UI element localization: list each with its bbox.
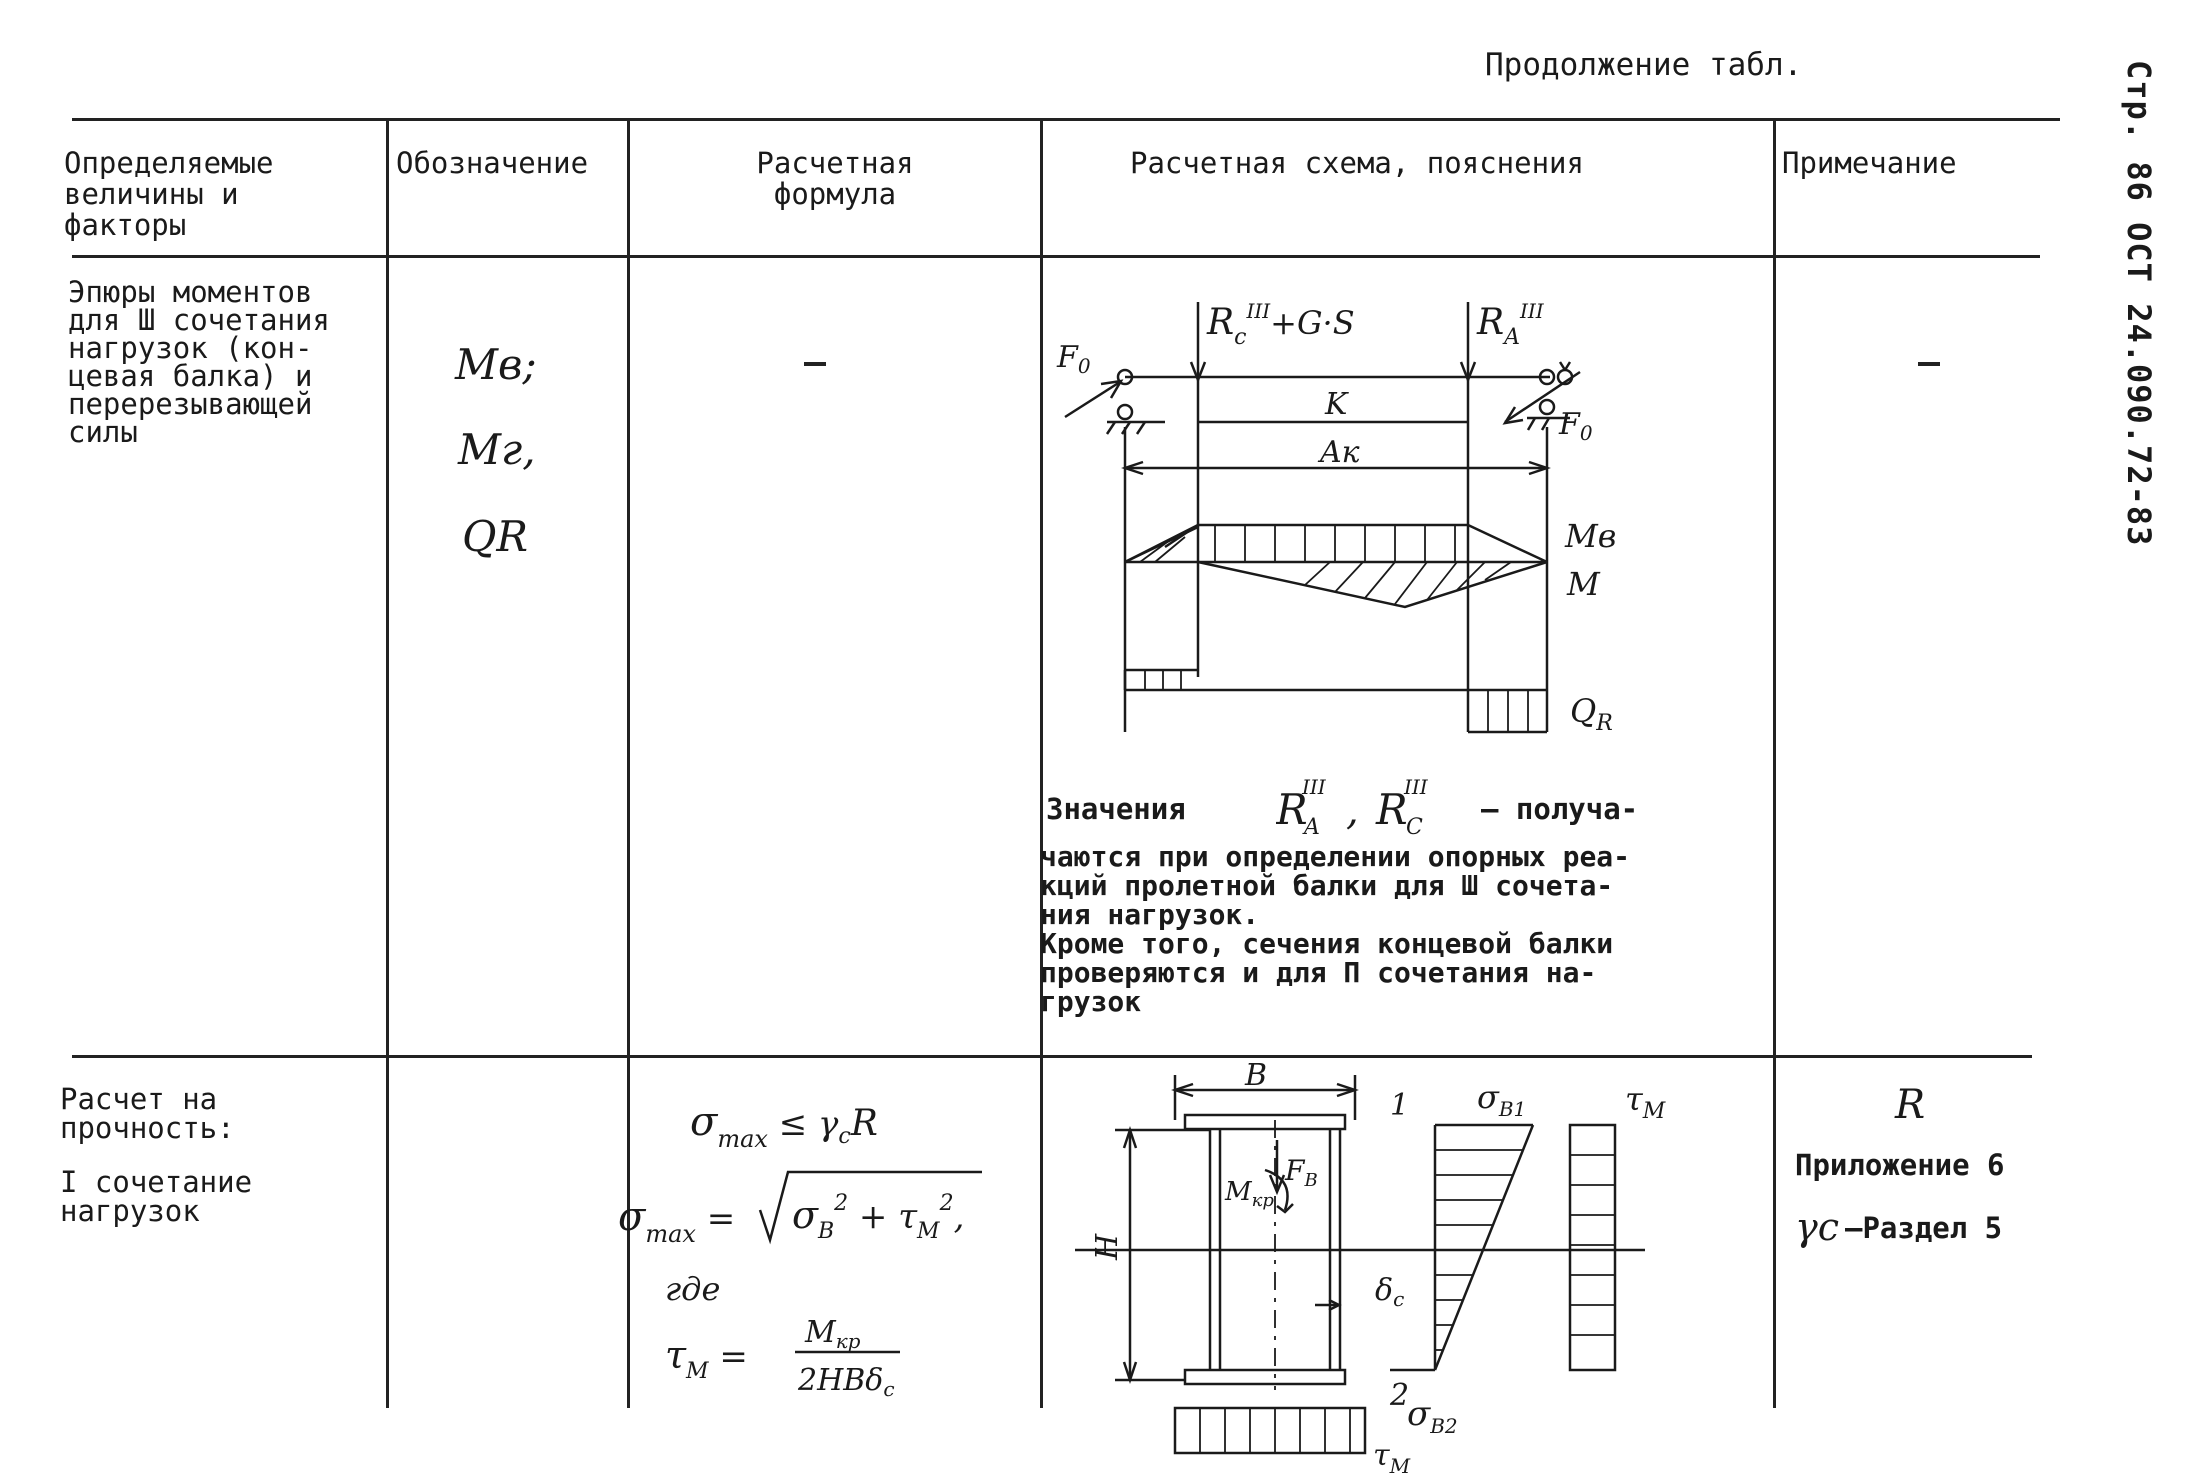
- label-1: 1: [1390, 1088, 1410, 1123]
- header-formula: Расчетная формула: [756, 146, 914, 211]
- svg-text:C: C: [1406, 815, 1423, 840]
- svg-text:где: где: [665, 1270, 721, 1308]
- remark-gamma: γc: [1795, 1205, 1839, 1249]
- row1-formula-dash: [804, 362, 826, 366]
- svg-text:σB2 + τM2,: $\sigma_B^2 + \tau_M^2$,: [792, 1191, 965, 1244]
- label-sb2: $\sigma_{B2}$: [1407, 1394, 1458, 1438]
- col-divider-3: [1040, 118, 1043, 1408]
- row1-factor: Эпюры моментов для Ш сочетания нагрузок (кон- цевая балка) и перерезывающей силы: [68, 275, 330, 449]
- col-divider-1: [386, 118, 389, 1408]
- label-mv: Mв: [1565, 517, 1617, 555]
- row2-formulas: [610, 1090, 1030, 1420]
- note-tail: – получа-: [1481, 792, 1639, 826]
- label-b: B: [1245, 1060, 1268, 1093]
- row2-factor-2: I сочетание нагрузок: [60, 1165, 253, 1228]
- label-ak: Aк: [1320, 435, 1360, 470]
- svg-text:2HBδc: 2HBδ$_c$: [798, 1363, 895, 1401]
- row1-note-text: чаются при определении опорных реа- кций пролетной балки для Ш сочета- ния нагрузок. Кроме того, сечения концевой балки проверяются и для П сочетания на- грузок: [1040, 840, 1631, 1018]
- cross-section-stress-diagram: [1045, 1060, 1775, 1480]
- svg-text:σmax =: $\sigma_{max}$ =: [618, 1194, 736, 1248]
- row1-symbol-mv: Mв;: [455, 340, 537, 389]
- side-page-text: Стр. 86 ОСТ 24.090.72-83: [2120, 60, 2158, 547]
- svg-text:A: A: [1304, 815, 1320, 840]
- table-top-border: [72, 118, 2060, 121]
- label-f0-left: $F_0$: [1057, 340, 1091, 378]
- label-k: K: [1325, 387, 1348, 422]
- row1-symbol-mg: Mг,: [458, 425, 536, 474]
- header-bottom-border: [72, 255, 2040, 258]
- row1-note-line1: [1046, 775, 1776, 840]
- header-scheme: Расчетная схема, пояснения: [1130, 146, 1584, 180]
- header-remark: Примечание: [1782, 146, 1957, 180]
- note-intro: Значения: [1046, 792, 1186, 826]
- svg-text:III: III: [1302, 775, 1326, 799]
- remark-section-row: [1795, 1205, 2095, 1255]
- row1-symbol-qr: QR: [462, 512, 529, 561]
- side-page-label: [2118, 60, 2158, 600]
- label-h: H: [1090, 1233, 1125, 1260]
- label-m: M: [1567, 565, 1600, 603]
- svg-text:R: R: [1376, 785, 1408, 834]
- label-ra: $R_A^{III}$: [1477, 299, 1544, 350]
- svg-text:R: R: [1276, 785, 1308, 834]
- svg-text:III: III: [1404, 775, 1428, 799]
- label-rc: $R_c^{III}+G\cdot S$: [1207, 299, 1355, 350]
- label-qr: $Q_R$: [1570, 692, 1613, 736]
- label-f0-right: $F_0$: [1559, 407, 1593, 445]
- label-mkr: $M_{кр}$: [1225, 1177, 1274, 1211]
- header-designation: Обозначение: [396, 146, 589, 180]
- svg-text:,: ,: [1346, 788, 1359, 834]
- svg-text:Mкр: $M_{кр}$: [805, 1315, 861, 1353]
- remark-section: –Раздел 5: [1845, 1211, 2003, 1245]
- row1-remark-dash: [1918, 362, 1940, 366]
- remark-appendix: Приложение 6: [1795, 1148, 2005, 1182]
- row2-factor-1: Расчет на прочность:: [60, 1082, 235, 1145]
- remark-r: R: [1895, 1082, 1926, 1128]
- svg-text:σmax ≤ γcR: $\sigma_{max}$ $^{\le \gamma}_c$R: [690, 1099, 878, 1153]
- continuation-label: Продолжение табл.: [1485, 47, 1803, 83]
- label-tm-top: $\tau_M$: [1625, 1080, 1666, 1124]
- label-fb: $F_B$: [1285, 1154, 1318, 1191]
- label-dc: $\delta_c$: [1375, 1273, 1405, 1311]
- label-tm-bottom: $\tau_M$: [1373, 1438, 1411, 1478]
- svg-text:τM =: $\tau_M$ =: [665, 1333, 748, 1384]
- label-sb1: $\sigma_{B1}$: [1477, 1078, 1527, 1121]
- header-factors: Определяемые величины и факторы: [64, 146, 274, 242]
- end-beam-moment-diagram: [1045, 262, 1765, 762]
- label-2: 2: [1390, 1378, 1410, 1413]
- row1-bottom-border: [72, 1055, 2032, 1058]
